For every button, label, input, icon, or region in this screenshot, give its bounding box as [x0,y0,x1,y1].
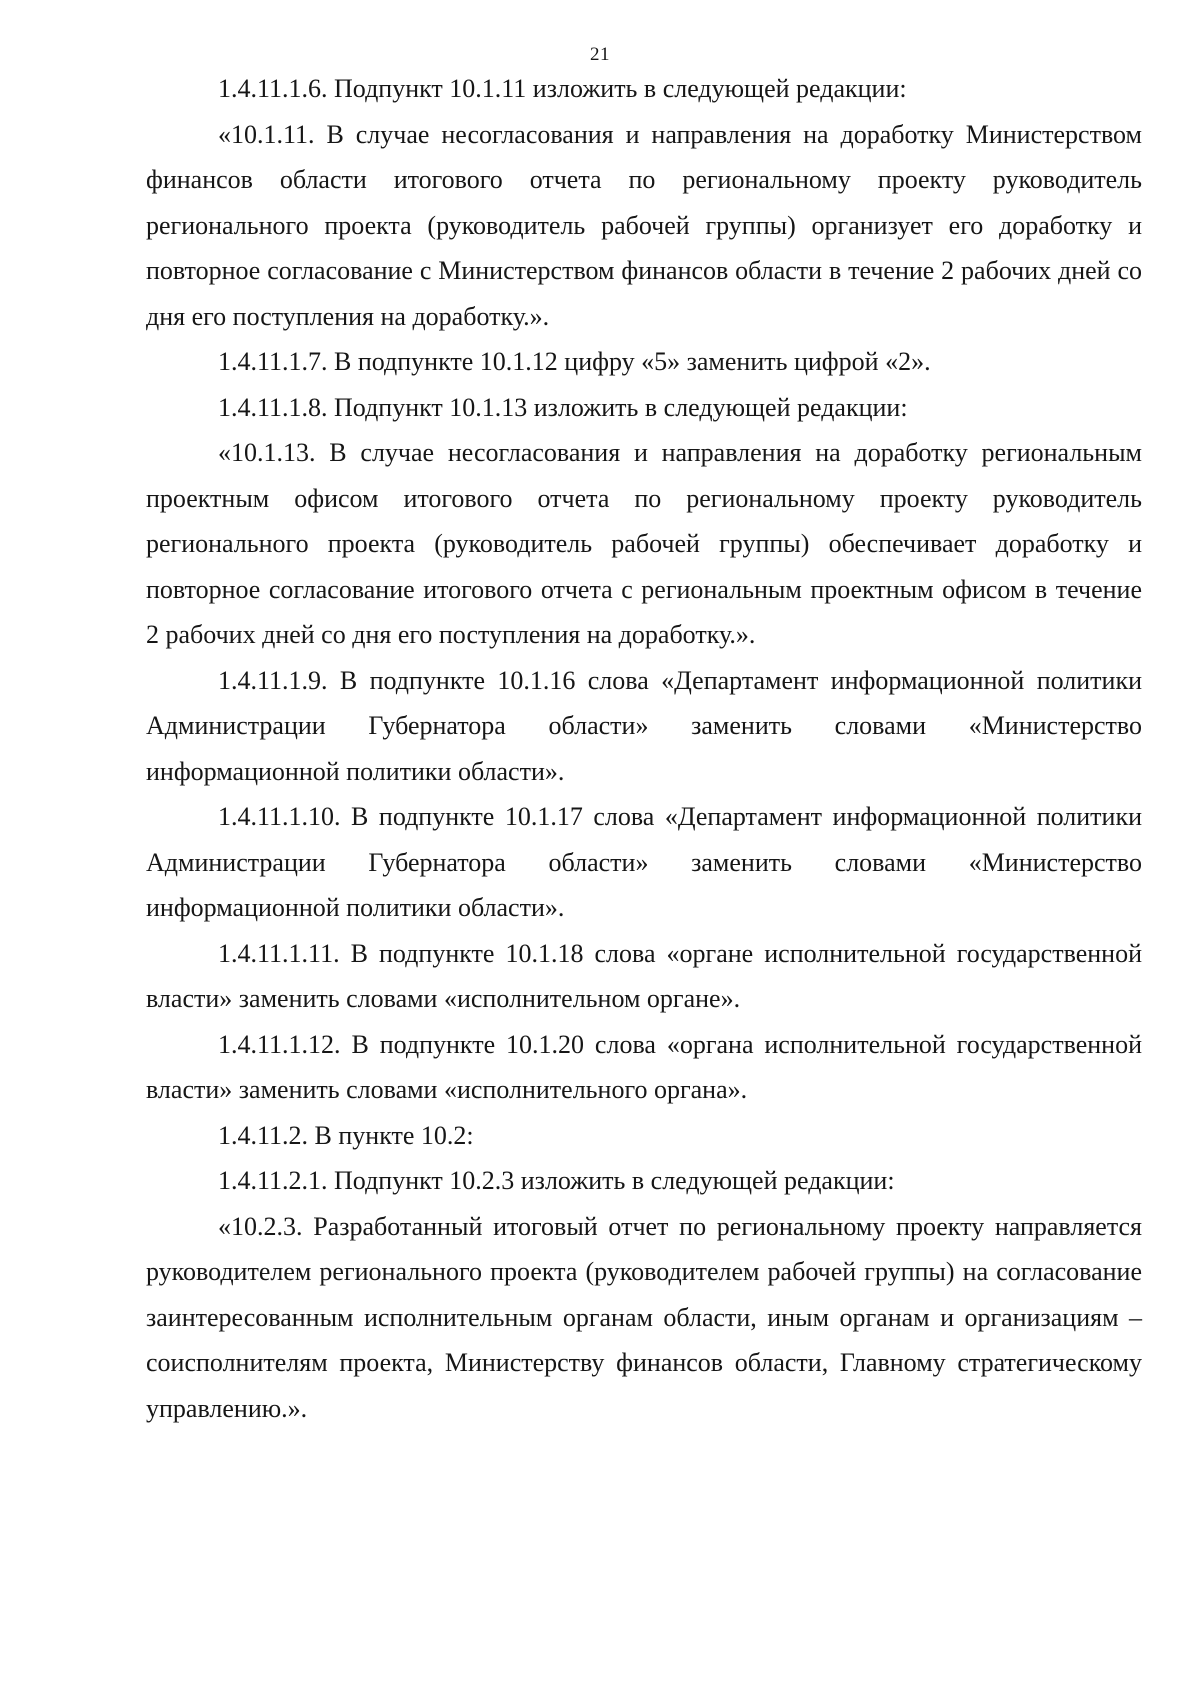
paragraph-1-4-11-1-11: 1.4.11.1.11. В подпункте 10.1.18 слова «органе исполнительной государственной власти» заменить словами «исполнительном органе». [146,938,1142,1013]
paragraph-1-4-11-1-8: 1.4.11.1.8. Подпункт 10.1.13 изложить в следующей редакции: [218,392,908,422]
paragraph-1-4-11-1-10: 1.4.11.1.10. В подпункте 10.1.17 слова «Департамент информационной политики Администрации Губернатора области» заменить словами «Министерство информационной политики области». [146,802,1142,922]
paragraph-1-4-11-1-9: 1.4.11.1.9. В подпункте 10.1.16 слова «Департамент информационной политики Администрации Губернатора области» заменить словами «Министерство информационной политики области». [146,665,1142,786]
paragraph-10-1-13-text: «10.1.13. В случае несогласования и направления на доработку региональным проектным офисом итогового отчета по региональному проекту руководитель регионального проекта (руководитель рабочей группы) обеспечивает доработку и повторное согласование итогового отчета с региональным проектным офисом в течение 2 рабочих дней со дня его поступления на доработку.». [146,438,1142,649]
paragraph-1-4-11-2-1: 1.4.11.2.1. Подпункт 10.2.3 изложить в следующей редакции: [218,1166,895,1195]
page-number: 21 [590,44,610,65]
paragraph-1-4-11-1-6: 1.4.11.1.6. Подпункт 10.1.11 изложить в следующей редакции: [218,74,907,103]
paragraph-1-4-11-1-12: 1.4.11.1.12. В подпункте 10.1.20 слова «органа исполнительной государственной власти» заменить словами «исполнительного органа». [146,1029,1142,1104]
document-body [146,66,1142,1431]
paragraph-1-4-11-2: 1.4.11.2. В пункте 10.2: [218,1120,474,1150]
paragraph-1-4-11-1-7: 1.4.11.1.7. В подпункте 10.1.12 цифру «5» заменить цифрой «2». [218,347,931,376]
paragraph-10-2-3-text: «10.2.3. Разработанный итоговый отчет по региональному проекту направляется руководителем регионального проекта (руководителем рабочей группы) на согласование заинтересованным исполнительным органам области, иным органам и организациям – соисполнителям проекта, Министерству финансов области, Главному стратегическому управлению.». [146,1211,1142,1423]
paragraph-10-1-11-text: «10.1.11. В случае несогласования и направления на доработку Министерством финансов области итогового отчета по региональному проекту руководитель регионального проекта (руководитель рабочей группы) организует его доработку и повторное согласование с Министерством финансов области в течение 2 рабочих дней со дня его поступления на доработку.». [146,119,1142,331]
